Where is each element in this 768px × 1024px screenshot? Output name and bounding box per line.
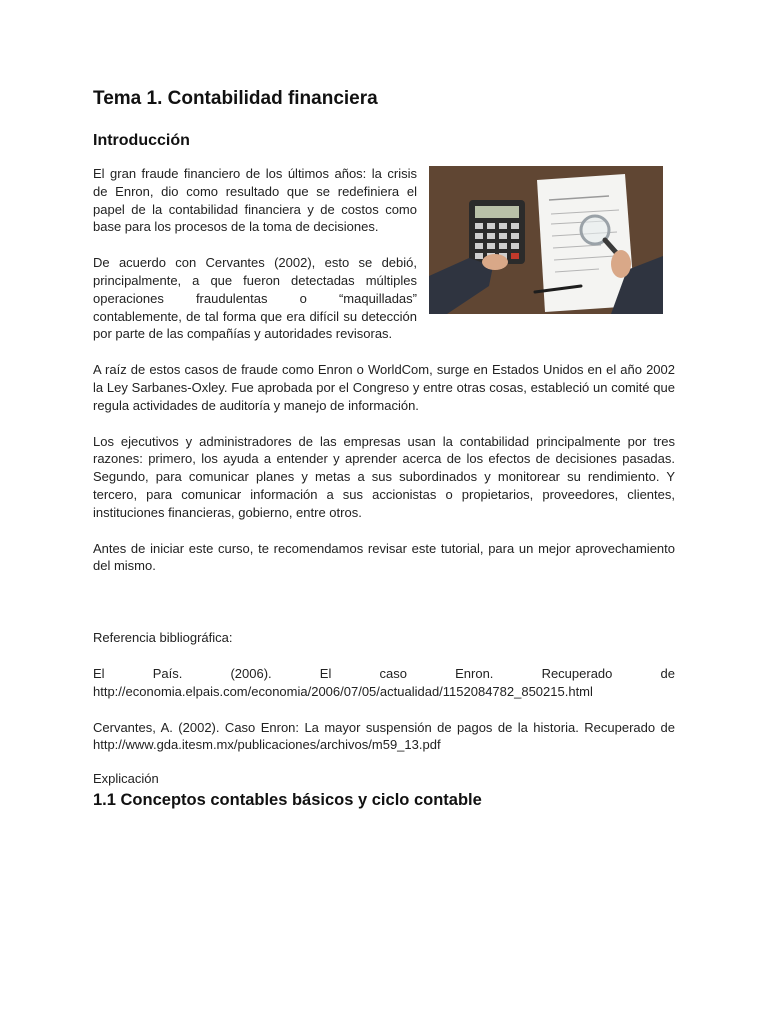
explicacion-label: Explicación: [93, 771, 159, 787]
calculator-magnifier-photo: [429, 166, 663, 314]
page-title: Tema 1. Contabilidad financiera: [93, 88, 378, 109]
section-heading: 1.1 Conceptos contables básicos y ciclo contable: [93, 791, 482, 810]
document-content: [93, 86, 675, 811]
paragraph-intro-1: El gran fraude financiero de los últimos años: la crisis de Enron, dio como resultado que se redefiniera el papel de la contabilidad financiera y de costos como base para los procesos de la toma de decisiones.: [93, 166, 417, 235]
photo-illustration: [429, 166, 663, 314]
reference-label: Referencia bibliográfica:: [93, 630, 233, 646]
paragraph-intro-2: De acuerdo con Cervantes (2002), esto se debió, principalmente, a que fueron detectadas múltiples operaciones fraudulentas o “maquilladas” contablemente, de tal forma que era difícil su detección por parte de las compañías y autoridades revisoras.: [93, 255, 417, 342]
reference-1-url[interactable]: http://economia.elpais.com/economia/2006/07/05/actualidad/1152084782_850215.html: [93, 683, 593, 699]
reference-1-text: El País. (2006). El caso Enron. Recuperado de: [93, 665, 675, 681]
paragraph-executives: Los ejecutivos y administradores de las empresas usan la contabilidad principalmente por tres razones: primero, los ayuda a entender y aprender acerca de los efectos de decisiones pasadas. Segundo, para comunicar planes y metas a sus subordinados y monitorear su rendimiento. Y tercero, para comunicar información a sus accionistas o propietarios, proveedores, clientes, instituciones financieras, gobierno, entre otros.: [93, 433, 675, 520]
intro-heading: Introducción: [93, 132, 190, 149]
paragraph-sarbanes-oxley: A raíz de estos casos de fraude como Enron o WorldCom, surge en Estados Unidos en el año 2002 la Ley Sarbanes-Oxley. Fue aprobada por el Congreso y entre otras cosas, estableció un comité que regula actividades de auditoría y manejo de información.: [93, 362, 675, 413]
paragraph-tutorial: Antes de iniciar este curso, te recomendamos revisar este tutorial, para un mejor aprovechamiento del mismo.: [93, 540, 675, 574]
intro-wrap-block: [93, 165, 675, 343]
reference-2: Cervantes, A. (2002). Caso Enron: La mayor suspensión de pagos de la historia. Recuperado de http://www.gda.itesm.mx/publicaciones/archivos/m59_13.pdf: [93, 719, 675, 753]
